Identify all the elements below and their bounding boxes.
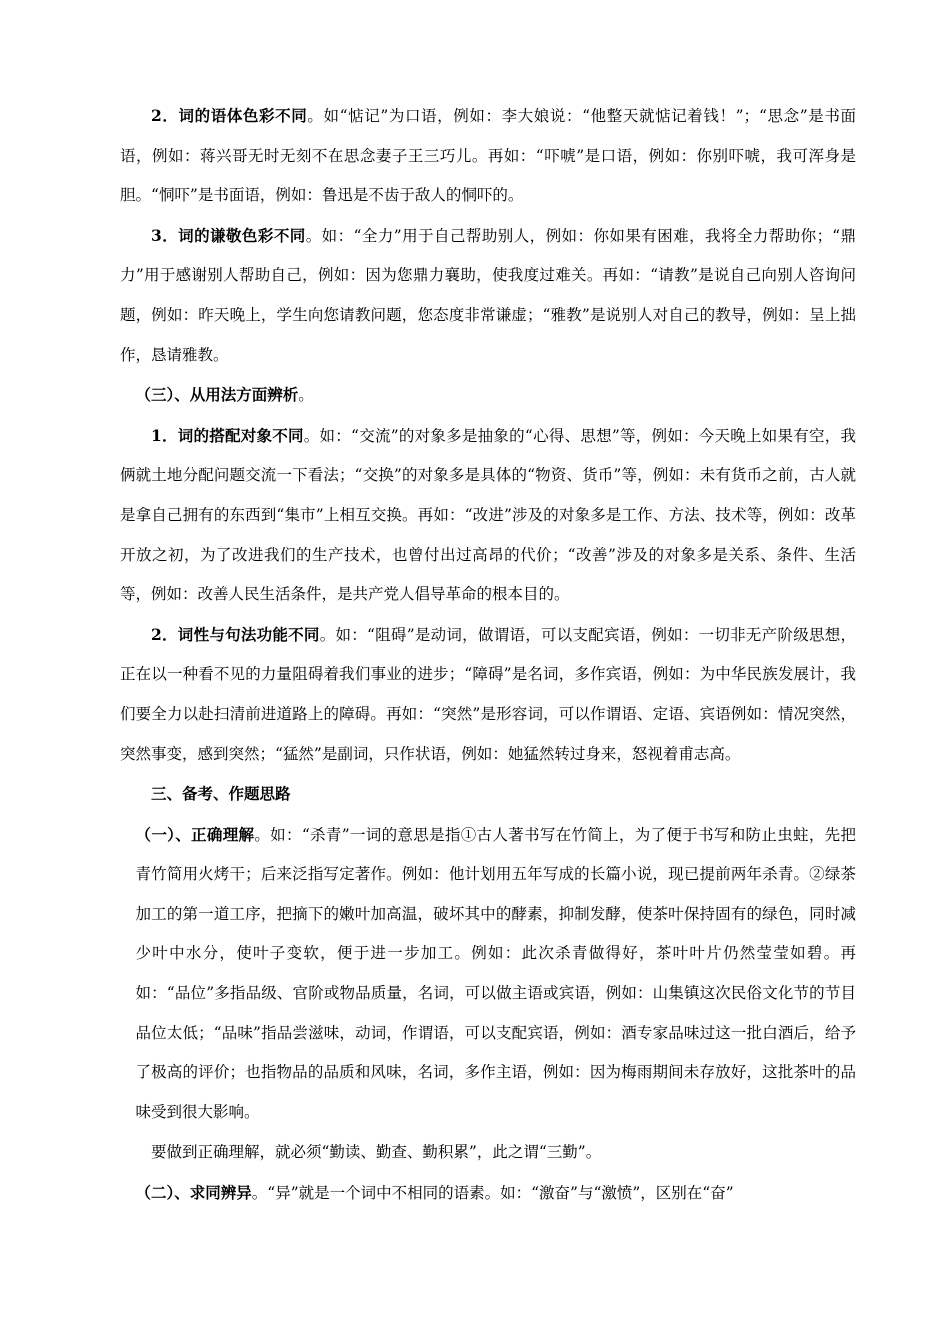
paragraph-seek-difference (120, 1173, 856, 1214)
paragraph-text: 。如：“全力”用于自己帮助别人，例如：你如果有困难，我将全力帮助你；“鼎力”用于感谢别人帮助自己，例如：因为您鼎力襄助，使我度过难关。再如：“请教”是说自己向别人咨询问题，例如：昨天晚上，学生向您请教问题，您态度非常谦虚；“雅教”是说别人对自己的教导，例如：呈上拙作，恳请雅教。 (120, 226, 856, 364)
paragraph-text: 。如：“交流”的对象多是抽象的“心得、思想”等，例如：今天晚上如果有空，我俩就土地分配问题交流一下看法；“交换”的对象多是具体的“物资、货币”等，例如：未有货币之前，古人就是拿自己拥有的东西到“集市”上相互交换。再如：“改进”涉及的对象多是工作、方法、技术等，例如：改革开放之初，为了改进我们的生产技术，也曾付出过高昂的代价；“改善”涉及的对象多是关系、条件、生活等，例如：改善人民生活条件，是共产党人倡导革命的根本目的。 (120, 426, 856, 604)
paragraph-word-class (120, 615, 856, 774)
section-heading-text: （三）、从用法方面辨析 (135, 385, 299, 405)
paragraph-three-diligences (120, 1132, 856, 1173)
point-heading: 3．词的谦敬色彩不同 (151, 225, 306, 245)
paragraph-text: 要做到正确理解，就必须“勤读、勤查、勤积累”，此之谓“三勤”。 (151, 1143, 602, 1162)
paragraph-collocation (120, 416, 856, 615)
point-heading: 2．词的语体色彩不同 (151, 106, 308, 125)
section-heading-exam-approach (120, 774, 856, 815)
point-heading: 2．词性与句法功能不同 (151, 624, 320, 644)
paragraph-correct-understanding (120, 815, 856, 1133)
section-heading-text: 三、备考、作题思路 (151, 784, 291, 804)
point-heading: （一）、正确理解 (135, 824, 255, 844)
paragraph-text: 。如：“杀青”一词的意思是指①古人著书写在竹简上，为了便于书写和防止虫蛀，先把青竹简用火烤干；后来泛指写定著作。例如：他计划用五年写成的长篇小说，现已提前两年杀青。②绿茶加工的第一道工序，把摘下的嫩叶加高温，破坏其中的酵素，抑制发酵，使茶叶保持固有的绿色，同时减少叶中水分，使叶子变软，便于进一步加工。例如：此次杀青做得好，茶叶叶片仍然莹莹如碧。再如：“品位”多指品级、官阶或物品质量，名词，可以做主语或宾语，例如：山集镇这次民俗文化节的节目品位太低；“品味”指品尝滋味，动词，作谓语，可以支配宾语，例如：酒专家品味过这一批白酒后，给予了极高的评价；也指物品的品质和风味，名词，多作主语，例如：因为梅雨期间未存放好，这批茶叶的品味受到很大影响。 (135, 825, 856, 1121)
point-heading: （二）、求同辨异 (135, 1183, 252, 1203)
section-heading-usage (120, 375, 856, 416)
point-heading: 1．词的搭配对象不同 (151, 425, 304, 445)
paragraph-register-color (120, 96, 856, 216)
paragraph-text: 。“异”就是一个词中不相同的语素。如：“激奋”与“激愤”，区别在“奋” (251, 1184, 734, 1203)
paragraph-text: 。如“惦记”为口语，例如：李大娘说：“他整天就惦记着钱！”；“思念”是书面语，例如：蒋兴哥无时无刻不在思念妻子王三巧儿。再如：“吓唬”是口语，例如：你别吓唬，我可浑身是胆。“恫吓”是书面语，例如：鲁迅是不齿于敌人的恫吓的。 (120, 107, 857, 205)
section-heading-punct: 。 (298, 386, 314, 405)
paragraph-text: 。如：“阻碍”是动词，做谓语，可以支配宾语，例如：一切非无产阶级思想，正在以一种看不见的力量阻碍着我们事业的进步；“障碍”是名词，多作宾语，例如：为中华民族发展计，我们要全力以赴扫清前进道路上的障碍。再如：“突然”是形容词，可以作谓语、定语、宾语例如：情况突然，突然事变，感到突然；“猛然”是副词，只作状语，例如：她猛然转过身来，怒视着甫志高。 (120, 625, 856, 763)
paragraph-respect-color (120, 216, 856, 375)
